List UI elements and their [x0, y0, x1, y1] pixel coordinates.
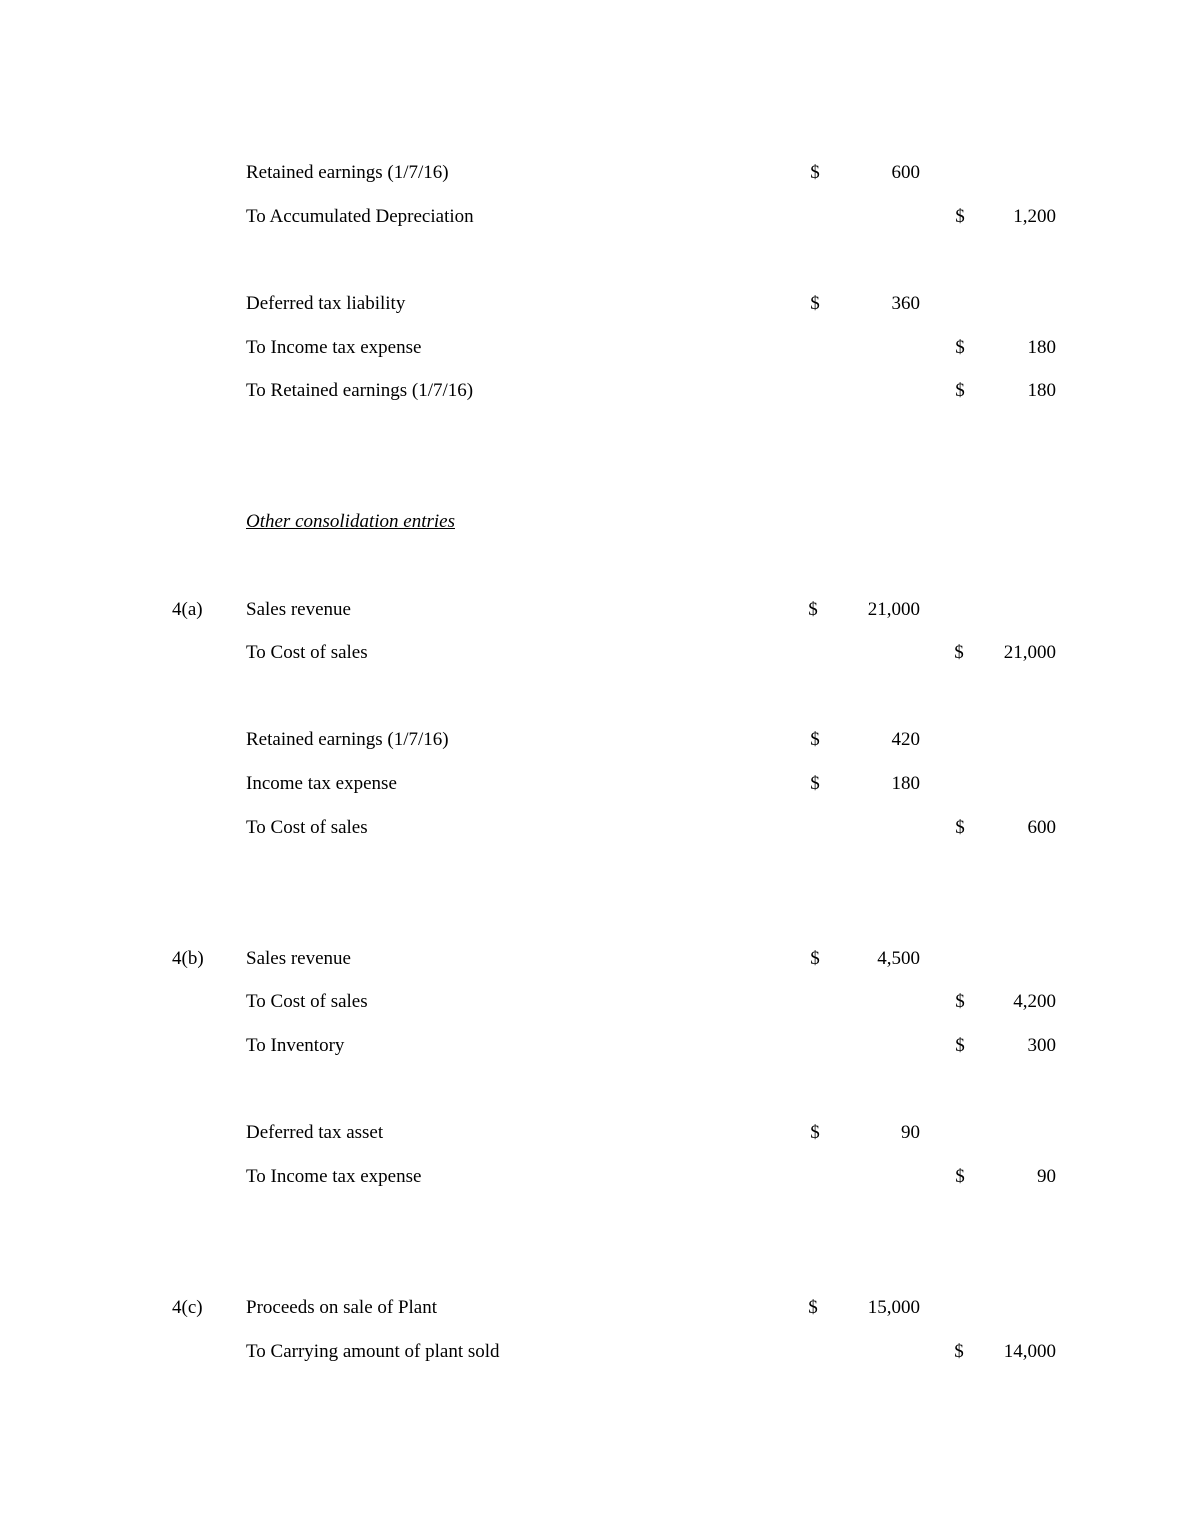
credit-amount: 180	[1027, 380, 1056, 401]
credit-amount: 4,200	[1013, 991, 1056, 1012]
debit-currency-symbol: $	[810, 1122, 820, 1143]
entry-reference: 4(b)	[172, 948, 204, 969]
debit-currency-symbol: $	[810, 729, 820, 750]
journal-line	[0, 1120, 1190, 1146]
journal-line	[0, 1295, 1190, 1321]
journal-line	[0, 1164, 1190, 1190]
journal-line	[0, 335, 1190, 361]
account-name: Deferred tax asset	[246, 1122, 384, 1143]
credit-currency-symbol: $	[955, 1035, 965, 1056]
credit-amount: 90	[1037, 1166, 1056, 1187]
journal-line	[0, 946, 1190, 972]
account-name: Retained earnings (1/7/16)	[246, 729, 449, 750]
journal-line	[0, 597, 1190, 623]
debit-amount: 4,500	[877, 948, 920, 969]
debit-currency-symbol: $	[810, 162, 820, 183]
journal-line	[0, 727, 1190, 753]
debit-amount: 90	[901, 1122, 920, 1143]
account-name: To Cost of sales	[246, 991, 368, 1012]
account-name: To Income tax expense	[246, 1166, 422, 1187]
account-name: To Retained earnings (1/7/16)	[246, 380, 474, 401]
account-name: Sales revenue	[246, 599, 351, 620]
account-name: To Inventory	[246, 1035, 345, 1056]
account-name: Income tax expense	[246, 773, 397, 794]
account-name: Retained earnings (1/7/16)	[246, 162, 449, 183]
debit-amount: 15,000	[867, 1297, 920, 1318]
debit-currency-symbol: $	[810, 773, 820, 794]
credit-amount: 600	[1027, 817, 1056, 838]
credit-currency-symbol: $	[954, 642, 964, 663]
debit-amount: 21,000	[867, 599, 920, 620]
credit-amount: 14,000	[1003, 1341, 1056, 1362]
credit-currency-symbol: $	[955, 380, 965, 401]
journal-line	[0, 815, 1190, 841]
account-name: To Accumulated Depreciation	[246, 206, 474, 227]
account-name: To Carrying amount of plant sold	[246, 1341, 500, 1362]
journal-line	[0, 771, 1190, 797]
credit-amount: 1,200	[1013, 206, 1056, 227]
account-name: Proceeds on sale of Plant	[246, 1297, 438, 1318]
journal-line	[0, 1033, 1190, 1059]
journal-line	[0, 291, 1190, 317]
account-name: To Cost of sales	[246, 642, 368, 663]
debit-currency-symbol: $	[810, 293, 820, 314]
credit-amount: 300	[1027, 1035, 1056, 1056]
account-name: To Cost of sales	[246, 817, 368, 838]
journal-line	[0, 640, 1190, 666]
credit-currency-symbol: $	[955, 337, 965, 358]
credit-currency-symbol: $	[955, 1166, 965, 1187]
debit-amount: 360	[891, 293, 920, 314]
debit-amount: 180	[891, 773, 920, 794]
credit-currency-symbol: $	[955, 817, 965, 838]
debit-currency-symbol: $	[810, 948, 820, 969]
credit-currency-symbol: $	[955, 991, 965, 1012]
journal-line	[0, 989, 1190, 1015]
section-heading: Other consolidation entries	[246, 511, 455, 532]
journal-line	[0, 160, 1190, 186]
entry-reference: 4(c)	[172, 1297, 203, 1318]
credit-amount: 180	[1027, 337, 1056, 358]
account-name: Sales revenue	[246, 948, 351, 969]
credit-currency-symbol: $	[954, 1341, 964, 1362]
credit-currency-symbol: $	[955, 206, 965, 227]
section-heading-row	[0, 509, 1190, 535]
account-name: Deferred tax liability	[246, 293, 406, 314]
debit-amount: 420	[891, 729, 920, 750]
debit-currency-symbol: $	[808, 599, 818, 620]
journal-line	[0, 1339, 1190, 1365]
debit-amount: 600	[891, 162, 920, 183]
journal-line	[0, 204, 1190, 230]
debit-currency-symbol: $	[808, 1297, 818, 1318]
journal-line	[0, 378, 1190, 404]
account-name: To Income tax expense	[246, 337, 422, 358]
entry-reference: 4(a)	[172, 599, 203, 620]
credit-amount: 21,000	[1003, 642, 1056, 663]
